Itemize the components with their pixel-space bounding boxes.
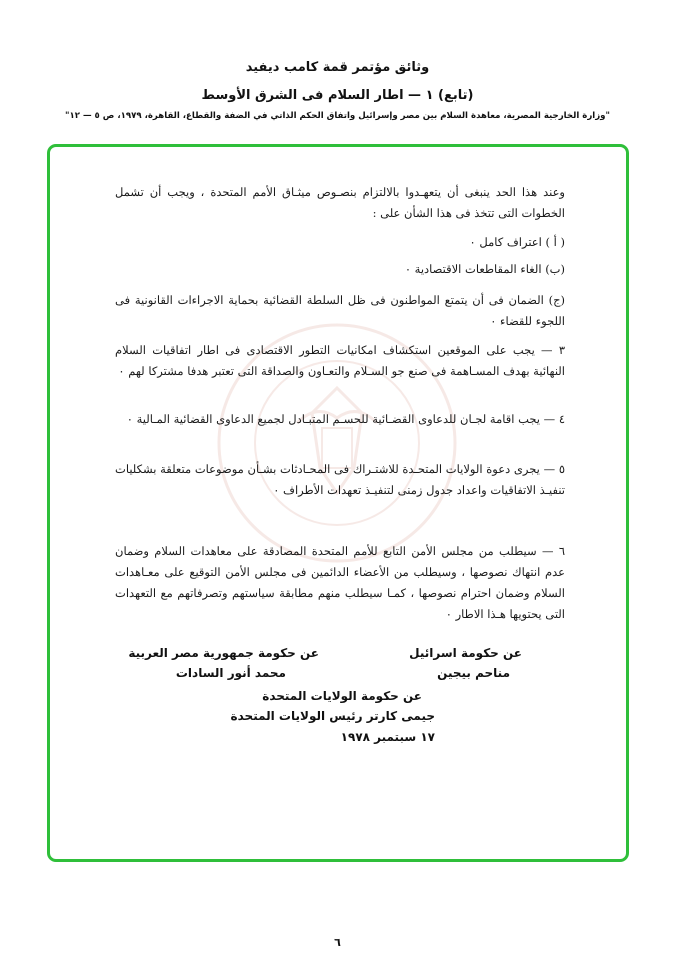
document-subtitle: (تابع) ١ — اطار السلام فى الشرق الأوسط [201, 88, 474, 103]
list-item: ( أ ) اعتراف كامل ٠ [469, 235, 565, 249]
page-number: ٦ [334, 936, 341, 949]
paragraph-6: ٦ — سيطلب من مجلس الأمن التابع للأمم المتحدة المصادقة على معاهدات السلام وضمان عدم انتهاك نصوصها ، وسيطلب من الأعضاء الدائمين فى مجلس الأمن التوقيع على معـاهدات السلام وضمان احترام نصوصها ، كمـا سيطلب منهم مطابقة سياستهم وتصرفاتهم مع التعهدات التى يحتويها هـذا الاطار ٠ [115, 544, 565, 621]
signature-date: ١٧ سبتمبر ١٩٧٨ [340, 730, 435, 744]
intro-paragraph: وعند هذا الحد ينبغى أن يتعهـدوا بالالتزام بنصـوص ميثـاق الأمم المتحدة ، ويجب أن تشمل الخطوات التى تتخذ فى هذا الشأن على : [115, 185, 565, 220]
signature-israel-gov: عن حكومة اسرائيل [409, 646, 522, 660]
signature-egypt-gov: عن حكومة جمهورية مصر العربية [128, 646, 319, 660]
paragraph-4: ٤ — يجب اقامة لجـان للدعاوى القضـائية للحسـم المتبـادل لجميع الدعاوى القضائية المـالية ٠ [126, 412, 565, 426]
signature-usa-name: جيمى كارتر رئيس الولايات المتحدة [230, 709, 435, 723]
document-title: وثائق مؤتمر قمة كامب ديفيد [245, 60, 430, 75]
source-citation: "وزارة الخارجية المصرية، معاهدة السلام بين مصر وإسرائيل واتفاق الحكم الذاتي في الضفة والقطاع، القاهرة، ١٩٧٩، ص ٥ — ١٢" [64, 111, 611, 121]
signature-israel-name: مناحم بيجين [437, 666, 510, 680]
paragraph-3: ٣ — يجب على الموقعين استكشاف امكانيات التطور الاقتصادى فى اطار اتفاقيات السلام النهائية بهدف المسـاهمة فى صنع جو السـلام والتعـاون والصداقة التى تعتبر هدفا مشتركا لهم ٠ [115, 343, 565, 378]
signature-usa-gov: عن حكومة الولايات المتحدة [262, 689, 422, 703]
signature-egypt-name: محمد أنور السادات [175, 666, 286, 680]
paragraph-5: ٥ — يجرى دعوة الولايات المتحـدة للاشتـراك فى المحـادثات بشـأن موضوعات متعلقة بشكليات تنفيـذ الاتفاقيات واعداد جدول زمنى لتنفيـذ تعهدات الأطراف ٠ [115, 462, 565, 497]
list-item: (ج) الضمان فى أن يتمتع المواطنون فى ظل السلطة القضائية بحماية الاجراءات القانونية فى اللجوء للقضاء ٠ [115, 293, 565, 328]
list-item: (ب) الغاء المقاطعات الاقتصادية ٠ [404, 262, 565, 276]
